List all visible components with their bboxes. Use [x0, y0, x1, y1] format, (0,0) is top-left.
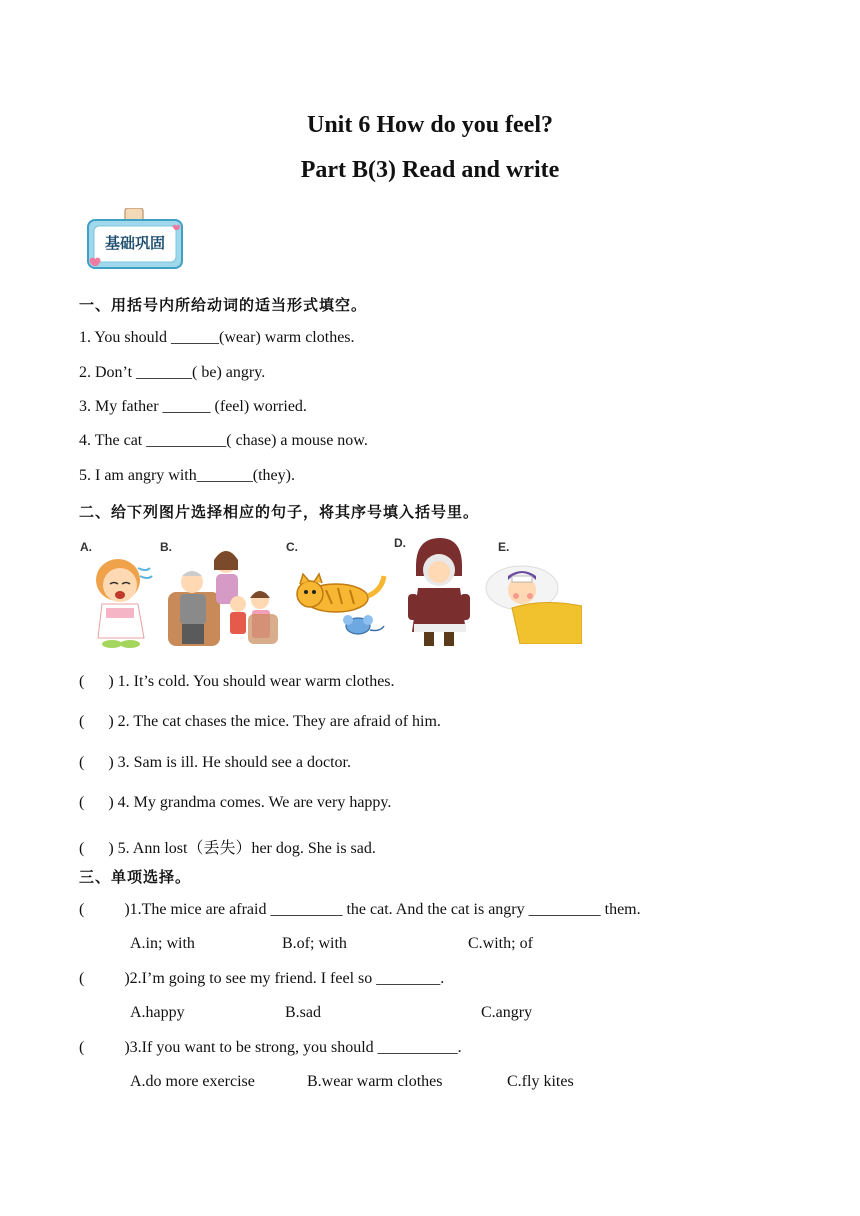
picture-a	[80, 540, 160, 652]
question-stem: ( )3.If you want to be strong, you should __________.	[79, 1039, 462, 1056]
question-option: C.with; of	[468, 935, 533, 952]
picture-b	[160, 540, 282, 652]
section-1-item: 3. My father ______ (feel) worried.	[79, 398, 307, 415]
picture-c	[286, 540, 390, 652]
section-3-heading: 三、单项选择。	[79, 868, 192, 886]
section-2-item: ( ) 3. Sam is ill. He should see a doctor.	[79, 754, 351, 771]
picture-e	[482, 540, 582, 644]
question-stem: ( )1.The mice are afraid _________ the cat. And the cat is angry _________ them.	[79, 901, 641, 918]
family-icon	[160, 540, 282, 652]
question-option: A.do more exercise	[130, 1073, 255, 1090]
section-2-item: ( ) 1. It’s cold. You should wear warm clothes.	[79, 673, 395, 690]
section-2-item: ( ) 5. Ann lost（丢失）her dog. She is sad.	[79, 840, 376, 857]
picture-c-label: C.	[286, 540, 298, 554]
page-subtitle: Part B(3) Read and write	[300, 157, 560, 183]
crying-girl-icon	[80, 540, 160, 652]
question-option: B.of; with	[282, 935, 347, 952]
sick-child-in-bed-icon	[482, 540, 582, 644]
section-1-item: 4. The cat __________( chase) a mouse now.	[79, 432, 368, 449]
section-1-item: 5. I am angry with_______(they).	[79, 467, 295, 484]
question-stem: ( )2.I’m going to see my friend. I feel so ________.	[79, 970, 445, 987]
picture-d-label: D.	[394, 536, 406, 550]
question-option: C.fly kites	[507, 1073, 574, 1090]
question-option: A.happy	[130, 1004, 185, 1021]
picture-d	[394, 536, 472, 652]
picture-e-label: E.	[498, 540, 510, 554]
section-2-item: ( ) 4. My grandma comes. We are very happy.	[79, 794, 392, 811]
picture-a-label: A.	[80, 540, 92, 554]
section-2-heading: 二、给下列图片选择相应的句子，将其序号填入括号里。	[79, 503, 480, 521]
question-option: B.sad	[285, 1004, 321, 1021]
section-badge	[85, 208, 185, 272]
badge-label: 基础巩固	[104, 234, 165, 252]
section-1-item: 1. You should ______(wear) warm clothes.	[79, 329, 355, 346]
section-2-item: ( ) 2. The cat chases the mice. They are afraid of him.	[79, 713, 441, 730]
question-option: A.in; with	[130, 935, 195, 952]
question-option: C.angry	[481, 1004, 533, 1021]
question-option: B.wear warm clothes	[307, 1073, 443, 1090]
child-winter-coat-icon	[394, 536, 472, 652]
section-1-item: 2. Don’t _______( be) angry.	[79, 364, 266, 381]
page-title: Unit 6 How do you feel?	[307, 112, 553, 138]
cat-chasing-mouse-icon	[286, 540, 390, 652]
picture-b-label: B.	[160, 540, 172, 554]
section-1-heading: 一、用括号内所给动词的适当形式填空。	[79, 296, 368, 314]
